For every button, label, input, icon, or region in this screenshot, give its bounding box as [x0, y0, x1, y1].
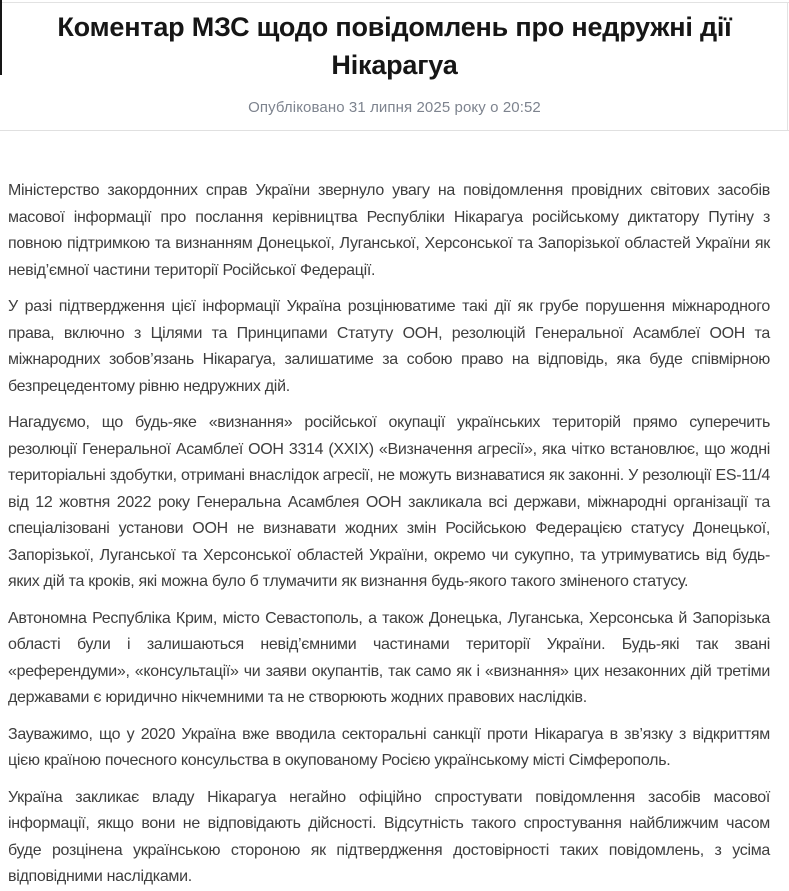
article-paragraph: Нагадуємо, що будь-яке «визнання» російської окупації українських територій прямо суперечить резолюції Генеральної Асамблеї ООН 3314 (XXIX) «Визначення агресії», яка чітко встановлює, що жодні територіальні здобутки, отримані внаслідок агресії, не можуть визнаватися як законні. У резолюції ES-11/4 від 12 жовтня 2022 року Генеральна Асамблея ООН закликала всі держави, міжнародні організації та спеціалізовані установи ООН не визнавати жодних змін Російською Федерацією статусу Донецької, Запорізької, Луганської та Херсонської областей України, окремо чи сукупно, та утримуватись від будь-яких дій та кроків, які можна було б тлумачити як визнання будь-якого такого зміненого статусу.: [8, 414, 770, 590]
article-paragraph: Зауважимо, що у 2020 Україна вже вводила секторальні санкції проти Нікарагуа в зв’язку з відкриттям цією країною почесного консульства в окупованому Росією українському місті Сімферополь.: [8, 725, 770, 769]
article-paragraph: Україна закликає владу Нікарагуа негайно офіційно спростувати повідомлення засобів масової інформації, якщо вони не відповідають дійсності. Відсутність такого спростування найближчим часом буде розцінена українською стороною як підтвердження достовірності таких повідомлень, з усіма відповідними наслідками.: [8, 788, 770, 885]
page-title: Коментар МЗС щодо повідомлень про недружні дії Нікарагуа: [57, 12, 732, 80]
article-header: [0, 3, 789, 130]
article-paragraph: У разі підтвердження цієї інформації Україна розцінюватиме такі дії як грубе порушення міжнародного права, включно з Цілями та Принципами Статуту ООН, резолюцій Генеральної Асамблеї ООН та міжнародних зобов’язань Нікарагуа, залишатиме за собою право на відповідь, яка буде співмірною безпрецедентому рівню недружних дій.: [8, 298, 770, 395]
article-body: [0, 131, 789, 891]
published-date: Опубліковано 31 липня 2025 року о 20:52: [248, 99, 541, 116]
article-paragraph: Автономна Республіка Крим, місто Севастополь, а також Донецька, Луганська, Херсонська й Запорізька області були і залишаються невід’ємними частинами території України. Будь-які так звані «референдуми», «консультації» чи заяви окупантів, так само як і «визнання» цих незаконних дій третіми державами є юридично нікчемними та не створюють жодних правових наслідків.: [8, 609, 770, 706]
article-paragraph: Міністерство закордонних справ України звернуло увагу на повідомлення провідних світових засобів масової інформації про послання керівництва Республіки Нікарагуа російському диктатору Путіну з повною підтримкою та визнанням Донецької, Луганської, Херсонської та Запорізької областей України як невід’ємної частини території Російської Федерації.: [8, 182, 770, 279]
